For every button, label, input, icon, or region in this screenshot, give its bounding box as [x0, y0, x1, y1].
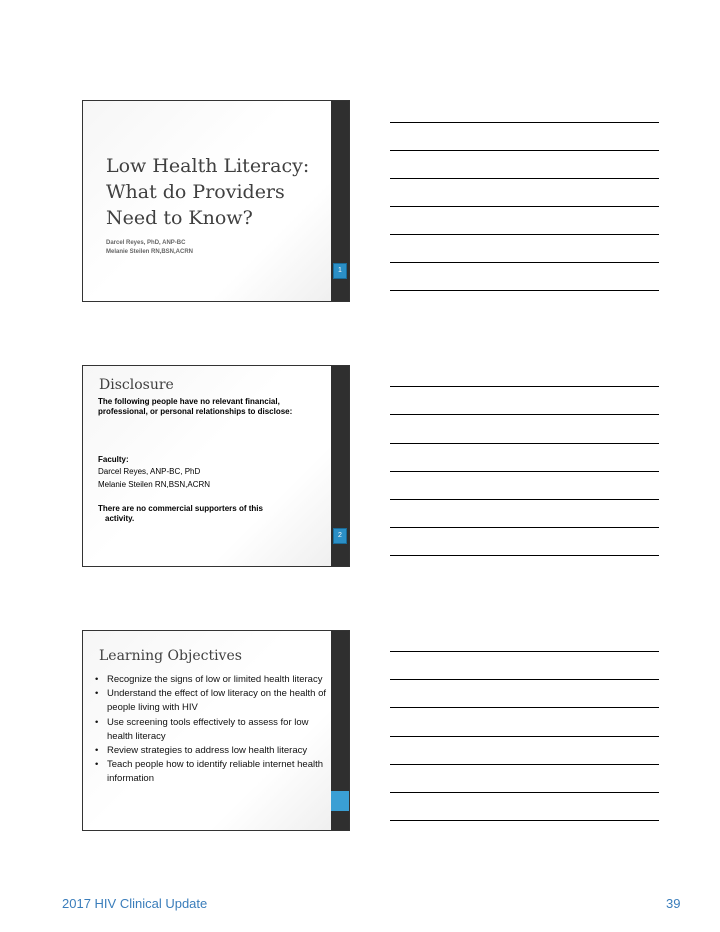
list-item: • Recognize the signs of low or limited health literacy — [95, 673, 335, 687]
faculty-member: Melanie Steilen RN,BSN,ACRN — [98, 480, 211, 489]
note-line — [390, 820, 659, 821]
list-item: • Review strategies to address low health literacy — [95, 744, 335, 758]
note-line — [390, 122, 659, 123]
commercial-note: There are no commercial supporters of this — [98, 504, 263, 513]
note-line — [390, 471, 659, 472]
page-number: 39 — [666, 896, 681, 911]
faculty-member: Darcel Reyes, ANP-BC, PhD — [98, 467, 201, 476]
disclosure-intro: The following people have no relevant financial, professional, or personal relationships to disclose: — [98, 397, 293, 416]
footer-title: 2017 HIV Clinical Update — [62, 896, 208, 911]
author-line: Melanie Steilen RN,BSN,ACRN — [106, 249, 194, 255]
note-line — [390, 206, 659, 207]
slide-3 — [82, 630, 350, 831]
slide-heading: Learning Objectives — [99, 648, 242, 664]
note-line — [390, 764, 659, 765]
note-line — [390, 414, 659, 415]
note-line — [390, 262, 659, 263]
note-line — [390, 386, 659, 387]
slide-accent-square — [331, 791, 349, 811]
author-line: Darcel Reyes, PhD, ANP-BC — [106, 240, 186, 246]
note-line — [390, 736, 659, 737]
note-line — [390, 651, 659, 652]
list-item: • Use screening tools effectively to assess for low health literacy — [95, 716, 335, 744]
faculty-label: Faculty: — [98, 455, 129, 464]
title-line: Need to Know? — [106, 207, 253, 229]
list-item: • Understand the effect of low literacy on the health of people living with HIV — [95, 687, 335, 715]
objectives-list — [95, 673, 335, 787]
note-line — [390, 792, 659, 793]
note-line — [390, 555, 659, 556]
note-line — [390, 150, 659, 151]
note-line — [390, 527, 659, 528]
note-line — [390, 707, 659, 708]
list-item: • Teach people how to identify reliable internet health information — [95, 758, 335, 786]
note-line — [390, 178, 659, 179]
slide-title — [106, 153, 326, 231]
note-line — [390, 679, 659, 680]
slide-authors — [106, 239, 193, 257]
note-line — [390, 290, 659, 291]
slide-heading: Disclosure — [99, 377, 174, 393]
slide-number-badge: 1 — [333, 263, 347, 279]
slide-2 — [82, 365, 350, 567]
note-line — [390, 234, 659, 235]
note-line — [390, 443, 659, 444]
slide-1 — [82, 100, 350, 302]
commercial-note-continued: activity. — [105, 514, 135, 523]
title-line: Low Health Literacy: — [106, 155, 310, 177]
slide-number-badge: 2 — [333, 528, 347, 544]
title-line: What do Providers — [106, 181, 285, 203]
note-line — [390, 499, 659, 500]
